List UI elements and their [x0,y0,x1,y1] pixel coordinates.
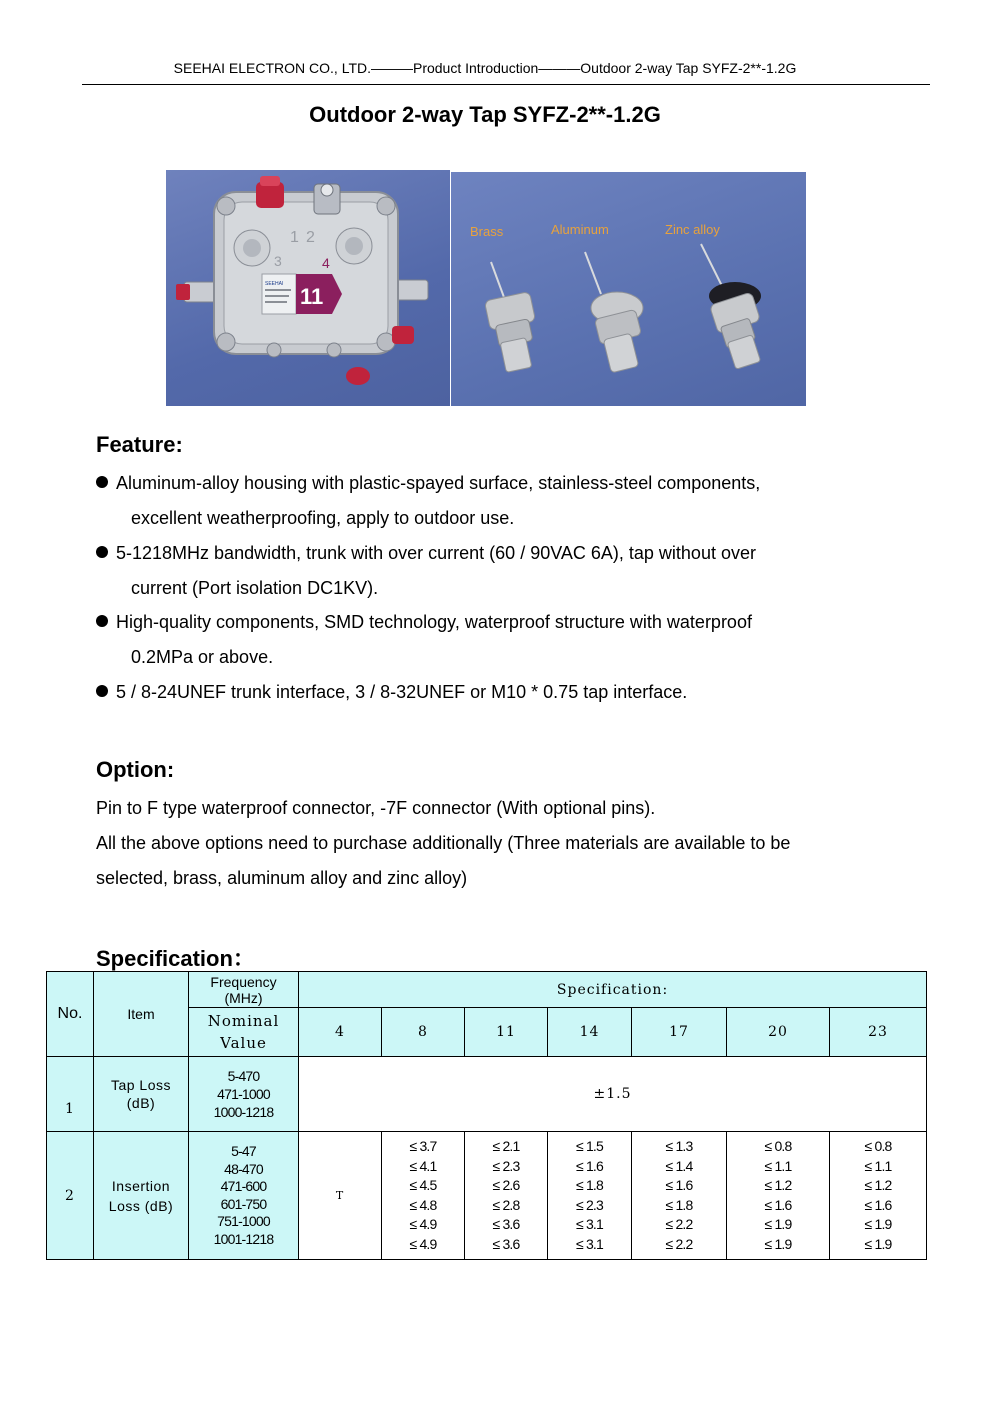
pins-illustration [451,172,806,406]
feature-bullet-2: 5-1218MHz bandwidth, trunk with over current (60 / 90VAC 6A), tap without over [96,543,756,564]
specification-heading: Specification： [96,946,255,971]
svg-text:1: 1 [290,229,299,246]
table-row [47,1057,927,1132]
tap-loss-value-cell: ±1.5 [299,1057,927,1132]
feature-bullet-3: High-quality components, SMD technology, waterproof structure with waterproof [96,612,752,633]
col-header-nominal-value: Nominal Value [189,1008,299,1057]
col-header-specification: Specification: [299,972,927,1008]
option-heading: Option: [96,757,175,782]
insertion-loss-cell: ≤ 0.8 ≤ 1.1 ≤ 1.2 ≤ 1.6 ≤ 1.9 ≤ 1.9 [727,1132,830,1260]
row-number-cell: 2 [47,1132,94,1260]
nominal-value-cell: 14 [548,1008,632,1057]
pin-label-zinc-alloy: Zinc alloy [665,222,720,237]
col-header-no: No. [47,972,94,1057]
feature-bullet-3-cont: 0.2MPa or above. [131,647,274,667]
tap-device-illustration [166,170,450,406]
col-header-frequency: Frequency (MHz) [189,972,299,1008]
product-photo-pins [451,172,806,406]
svg-text:2: 2 [306,229,315,246]
feature-bullet-2-cont: current (Port isolation DC1KV). [131,578,379,598]
option-line-3: selected, brass, aluminum alloy and zinc alloy) [96,868,468,888]
svg-text:11: 11 [300,284,324,309]
page-title: Outdoor 2-way Tap SYFZ-2**-1.2G [309,102,661,127]
col-header-item: Item [94,972,189,1057]
row-number-cell: 1 [47,1057,94,1132]
table-header-row-1 [47,972,927,1008]
svg-text:3: 3 [274,253,282,269]
nominal-value-cell: 20 [727,1008,830,1057]
feature-bullet-4: 5 / 8-24UNEF trunk interface, 3 / 8-32UNEF or M10 * 0.75 tap interface. [96,682,687,703]
bullet-dot-icon [96,615,108,627]
bullet-dot-icon [96,685,108,697]
pin-label-aluminum: Aluminum [551,222,609,237]
table-row [47,1132,927,1260]
bullet-dot-icon [96,476,108,488]
specification-table [46,971,927,1260]
nominal-value-cell: 8 [382,1008,465,1057]
svg-text:4: 4 [322,255,330,271]
product-photo-tap [166,170,450,406]
nominal-value-cell: 17 [632,1008,727,1057]
insertion-loss-cell: ≤ 2.1 ≤ 2.3 ≤ 2.6 ≤ 2.8 ≤ 3.6 ≤ 3.6 [465,1132,548,1260]
insertion-loss-cell: ≤ 1.3 ≤ 1.4 ≤ 1.6 ≤ 1.8 ≤ 2.2 ≤ 2.2 [632,1132,727,1260]
nominal-value-cell: 4 [299,1008,382,1057]
feature-heading: Feature: [96,432,183,457]
nominal-value-cell: 23 [830,1008,927,1057]
option-line-1: Pin to F type waterproof connector, -7F connector (With optional pins). [96,798,656,818]
nominal-value-cell: 11 [465,1008,548,1057]
option-line-2: All the above options need to purchase additionally (Three materials are available to be [96,833,791,853]
bullet-dot-icon [96,546,108,558]
header-rule [82,84,930,85]
insertion-loss-cell: ≤ 0.8 ≤ 1.1 ≤ 1.2 ≤ 1.6 ≤ 1.9 ≤ 1.9 [830,1132,927,1260]
feature-bullet-1-cont: excellent weatherproofing, apply to outdoor use. [131,508,515,528]
page-header: SEEHAI ELECTRON CO., LTD.———Product Introduction———Outdoor 2-way Tap SYFZ-2**-1.2G [173,60,797,76]
feature-bullet-1: Aluminum-alloy housing with plastic-spayed surface, stainless-steel components, [96,473,760,494]
row-item-cell: Insertion Loss (dB) [94,1132,189,1260]
insertion-loss-cell: ≤ 3.7 ≤ 4.1 ≤ 4.5 ≤ 4.8 ≤ 4.9 ≤ 4.9 [382,1132,465,1260]
insertion-loss-cell: T [299,1132,382,1260]
row-frequency-cell: 5-47 48-470 471-600 601-750 751-1000 1001-1218 [189,1132,299,1260]
row-item-cell: Tap Loss (dB) [94,1057,189,1132]
pin-label-brass: Brass [470,224,504,239]
insertion-loss-cell: ≤ 1.5 ≤ 1.6 ≤ 1.8 ≤ 2.3 ≤ 3.1 ≤ 3.1 [548,1132,632,1260]
row-frequency-cell: 5-470 471-1000 1000-1218 [189,1057,299,1132]
svg-text:SEEHAI: SEEHAI [265,281,284,287]
